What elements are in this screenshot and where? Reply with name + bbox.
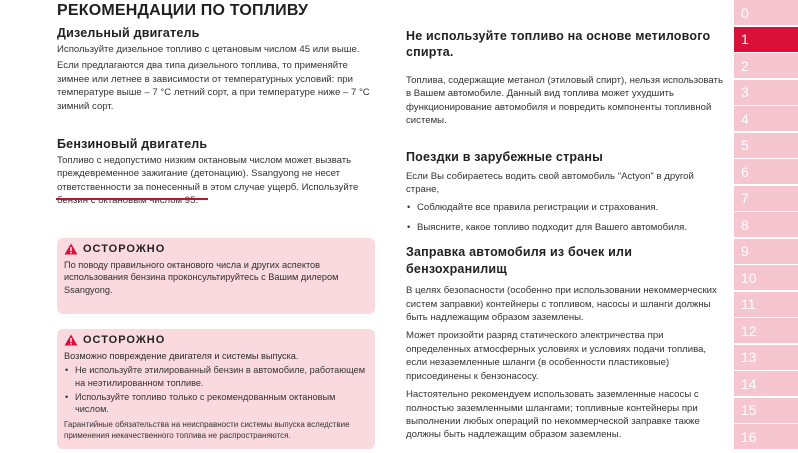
warning-title: ОСТОРОЖНО [83,334,166,346]
abroad-heading: Поездки в зарубежные страны [406,149,604,164]
chapter-tab-0[interactable]: 0 [734,0,798,25]
chapter-tab-11[interactable]: 11 [734,292,798,317]
chapter-tab-1[interactable]: 1 [734,27,798,52]
chapter-tab-3[interactable]: 3 [734,80,798,105]
warning-list [64,364,368,415]
left-column [57,26,377,208]
chapter-tab-16[interactable]: 16 [734,424,798,449]
warning-list-item: • Не используйте этилированный бензин в автомобиле, работающем на неэтилированном топливе. [64,364,368,388]
chapter-tab-12[interactable]: 12 [734,318,798,343]
abroad-paragraph: Если Вы собираетесь водить свой автомобиль "Actyon" в другой стране, [406,170,694,196]
chapter-tab-4[interactable]: 4 [734,106,798,131]
chapter-tab-strip [734,0,798,453]
warning-header [64,334,368,346]
right-column [406,28,728,442]
barrels-paragraph-3: Настоятельно рекомендуем использовать заземленные насосы с полностью заземленными шлангами; топливные контейнеры при выполнении любых операций по некоммерческой заправке также должны быть надлежащим образом заземлены. [406,389,700,441]
chapter-tab-9[interactable]: 9 [734,239,798,264]
page-title: РЕКОМЕНДАЦИИ ПО ТОПЛИВУ [57,2,309,19]
chapter-tab-2[interactable]: 2 [734,53,798,78]
abroad-list [406,201,728,234]
diesel-paragraph-2: Если предлагаются два типа дизельного топлива, то применяйте зимнее или летнее в зависимости от температурных условий: при температуре выше – 7 °С летний сорт, а при температуре ниже – 7 °С зимний сорт. [57,60,370,112]
petrol-heading: Бензиновый двигатель [57,137,208,152]
barrels-heading: Заправка автомобиля из бочек или бензохранилищ [406,245,633,277]
octane-highlight-underline [56,198,208,200]
methanol-paragraph: Топлива, содержащие метанол (этиловый спирт), нельзя использовать в Вашем автомобиле. Данный вид топлива может ухудшить функционирование автомобиля и повредить компоненты топливной системы. [406,75,723,127]
chapter-tab-15[interactable]: 15 [734,398,798,423]
diesel-paragraph-1: Используйте дизельное топливо с цетановым числом 45 или выше. [57,44,360,55]
barrels-paragraph-1: В целях безопасности (особенно при использовании некоммерческих систем заправки) контейнеры с топливом, насосы и шланги должны быть надлежащим образом заземлены. [406,285,717,324]
abroad-list-item: • Выясните, какое топливо подходит для Вашего автомобиля. [406,221,728,234]
chapter-tab-5[interactable]: 5 [734,133,798,158]
methanol-heading: Не используйте топливо на основе метилового спирта. [406,29,711,59]
warning-intro: Возможно повреждение двигателя и системы выпуска. [64,351,299,361]
warning-box-octane [57,238,375,314]
warning-box-engine-damage [57,329,375,449]
chapter-tab-7[interactable]: 7 [734,186,798,211]
warning-triangle-icon [64,243,78,255]
warning-header [64,243,368,255]
warning-triangle-icon [64,334,78,346]
petrol-paragraph-1: Топливо с недопустимо низким октановым числом может вызвать преждевременное зажигание (детонацию). Ssangyong не несет ответственности за понесенный в этом случае ущерб. Используйте бензин с октановым числом 95. [57,155,359,207]
barrels-paragraph-2: Может произойти разряд статического электричества при определенных атмосферных условиях и условиях подачи топлива, если незаземленные шланги (в особенности пластиковые) присоединены к бензонасосу. [406,330,707,382]
abroad-section [406,150,728,235]
chapter-tab-13[interactable]: 13 [734,345,798,370]
chapter-tab-14[interactable]: 14 [734,371,798,396]
warranty-footnote: Гарантийные обязательства на неисправности системы выпуска вследствие применения некачественного топлива не распространяются. [64,420,350,441]
warning-title: ОСТОРОЖНО [83,243,166,255]
diesel-section [57,26,377,113]
diesel-heading: Дизельный двигатель [57,26,200,40]
warning-list-item: • Используйте топливо только с рекомендованным октановым числом. [64,391,368,415]
barrels-section [406,244,728,441]
chapter-tab-10[interactable]: 10 [734,265,798,290]
chapter-tab-8[interactable]: 8 [734,212,798,237]
methanol-section [406,28,728,128]
chapter-tab-6[interactable]: 6 [734,159,798,184]
warning-text: По поводу правильного октанового числа и других аспектов использования бензина проконсультируйтесь с Вашим дилером Ssangyong. [64,260,339,295]
abroad-list-item: • Соблюдайте все правила регистрации и страхования. [406,201,728,214]
